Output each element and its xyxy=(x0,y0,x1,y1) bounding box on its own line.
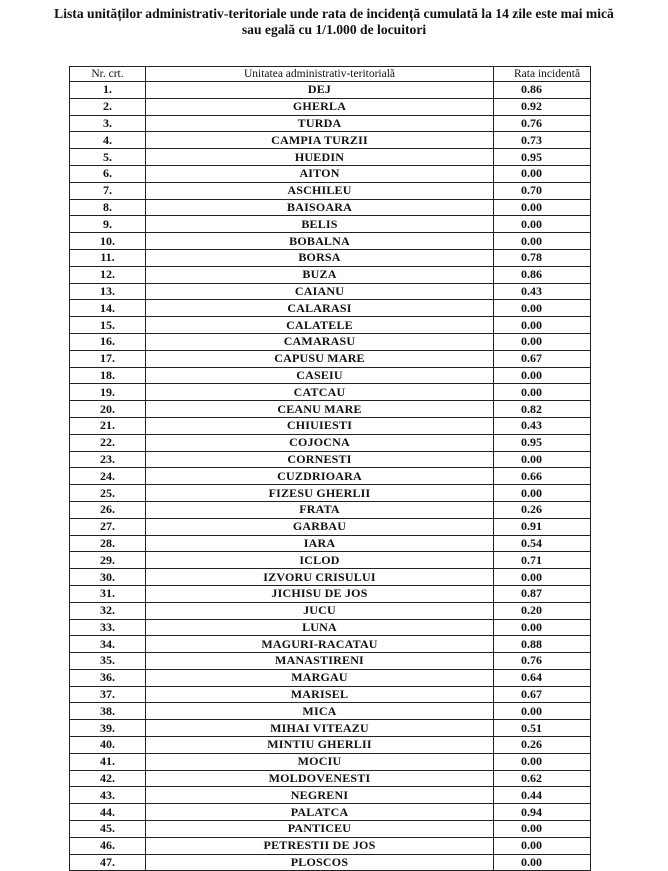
incidence-rate: 0.00 xyxy=(494,233,591,250)
row-number: 34. xyxy=(70,636,146,653)
row-number: 25. xyxy=(70,485,146,502)
table-row xyxy=(70,82,591,99)
unit-name: CAMARASU xyxy=(146,333,494,350)
row-number: 38. xyxy=(70,703,146,720)
unit-name: AITON xyxy=(146,165,494,182)
row-number: 37. xyxy=(70,686,146,703)
unit-name: CAIANU xyxy=(146,283,494,300)
incidence-rate: 0.70 xyxy=(494,182,591,199)
table-row xyxy=(70,686,591,703)
unit-name: CHIUIESTI xyxy=(146,417,494,434)
unit-name: CAMPIA TURZII xyxy=(146,132,494,149)
unit-name: MOCIU xyxy=(146,753,494,770)
table-row xyxy=(70,199,591,216)
incidence-rate: 0.86 xyxy=(494,266,591,283)
incidence-rate: 0.00 xyxy=(494,451,591,468)
table-row xyxy=(70,216,591,233)
incidence-rate: 0.78 xyxy=(494,249,591,266)
table-row xyxy=(70,821,591,838)
row-number: 46. xyxy=(70,837,146,854)
incidence-rate: 0.94 xyxy=(494,804,591,821)
title-line-1: Lista unităților administrativ-teritoriale unde rata de incidență cumulată la 14 zile este mai mică xyxy=(54,6,614,21)
row-number: 36. xyxy=(70,669,146,686)
unit-name: ICLOD xyxy=(146,552,494,569)
unit-name: GARBAU xyxy=(146,518,494,535)
row-number: 26. xyxy=(70,501,146,518)
row-number: 19. xyxy=(70,384,146,401)
table-row xyxy=(70,468,591,485)
incidence-rate: 0.51 xyxy=(494,720,591,737)
unit-name: IARA xyxy=(146,535,494,552)
row-number: 33. xyxy=(70,619,146,636)
unit-name: CATCAU xyxy=(146,384,494,401)
unit-name: CASEIU xyxy=(146,367,494,384)
table-row xyxy=(70,283,591,300)
incidence-rate: 0.00 xyxy=(494,165,591,182)
unit-name: BUZA xyxy=(146,266,494,283)
unit-name: CALATELE xyxy=(146,317,494,334)
table-row xyxy=(70,115,591,132)
table-row xyxy=(70,636,591,653)
table-row xyxy=(70,569,591,586)
table-row xyxy=(70,300,591,317)
table-body xyxy=(70,82,591,871)
incidence-rate: 0.26 xyxy=(494,737,591,754)
title-line-2: sau egală cu 1/1.000 de locuitori xyxy=(241,22,427,37)
header-nr-crt: Nr. crt. xyxy=(70,67,146,82)
incidence-rate: 0.91 xyxy=(494,518,591,535)
row-number: 41. xyxy=(70,753,146,770)
row-number: 5. xyxy=(70,149,146,166)
incidence-rate: 0.76 xyxy=(494,115,591,132)
table-row xyxy=(70,669,591,686)
table-row xyxy=(70,249,591,266)
incidence-rate: 0.67 xyxy=(494,350,591,367)
row-number: 6. xyxy=(70,165,146,182)
row-number: 44. xyxy=(70,804,146,821)
row-number: 39. xyxy=(70,720,146,737)
row-number: 28. xyxy=(70,535,146,552)
row-number: 3. xyxy=(70,115,146,132)
header-unit: Unitatea administrativ-teritorială xyxy=(146,67,494,82)
table-row xyxy=(70,619,591,636)
table-row xyxy=(70,518,591,535)
unit-name: BELIS xyxy=(146,216,494,233)
table-row xyxy=(70,737,591,754)
incidence-rate: 0.62 xyxy=(494,770,591,787)
incidence-rate: 0.26 xyxy=(494,501,591,518)
row-number: 42. xyxy=(70,770,146,787)
table-row xyxy=(70,501,591,518)
incidence-rate: 0.00 xyxy=(494,619,591,636)
table-row xyxy=(70,703,591,720)
unit-name: JICHISU DE JOS xyxy=(146,585,494,602)
row-number: 32. xyxy=(70,602,146,619)
table-header-row xyxy=(70,67,591,82)
incidence-rate: 0.44 xyxy=(494,787,591,804)
row-number: 4. xyxy=(70,132,146,149)
unit-name: PANTICEU xyxy=(146,821,494,838)
unit-name: MANASTIRENI xyxy=(146,653,494,670)
unit-name: NEGRENI xyxy=(146,787,494,804)
unit-name: PALATCA xyxy=(146,804,494,821)
unit-name: FRATA xyxy=(146,501,494,518)
row-number: 23. xyxy=(70,451,146,468)
row-number: 45. xyxy=(70,821,146,838)
unit-name: CAPUSU MARE xyxy=(146,350,494,367)
incidence-rate: 0.76 xyxy=(494,653,591,670)
incidence-rate: 0.43 xyxy=(494,417,591,434)
table-row xyxy=(70,98,591,115)
unit-name: HUEDIN xyxy=(146,149,494,166)
table-row xyxy=(70,787,591,804)
unit-name: GHERLA xyxy=(146,98,494,115)
unit-name: DEJ xyxy=(146,82,494,99)
row-number: 17. xyxy=(70,350,146,367)
table-row xyxy=(70,384,591,401)
incidence-rate: 0.00 xyxy=(494,703,591,720)
table-row xyxy=(70,165,591,182)
incidence-table xyxy=(69,66,591,871)
row-number: 18. xyxy=(70,367,146,384)
table-row xyxy=(70,552,591,569)
row-number: 30. xyxy=(70,569,146,586)
incidence-rate: 0.20 xyxy=(494,602,591,619)
unit-name: MAGURI-RACATAU xyxy=(146,636,494,653)
incidence-rate: 0.87 xyxy=(494,585,591,602)
incidence-rate: 0.00 xyxy=(494,821,591,838)
unit-name: LUNA xyxy=(146,619,494,636)
table-row xyxy=(70,233,591,250)
table-row xyxy=(70,266,591,283)
row-number: 16. xyxy=(70,333,146,350)
incidence-rate: 0.95 xyxy=(494,434,591,451)
unit-name: MARGAU xyxy=(146,669,494,686)
table-row xyxy=(70,417,591,434)
incidence-rate: 0.00 xyxy=(494,333,591,350)
incidence-rate: 0.00 xyxy=(494,199,591,216)
unit-name: MARISEL xyxy=(146,686,494,703)
table-row xyxy=(70,837,591,854)
row-number: 1. xyxy=(70,82,146,99)
row-number: 43. xyxy=(70,787,146,804)
table-row xyxy=(70,350,591,367)
table-row xyxy=(70,854,591,871)
table-row xyxy=(70,434,591,451)
unit-name: ASCHILEU xyxy=(146,182,494,199)
incidence-rate: 0.00 xyxy=(494,753,591,770)
incidence-rate: 0.00 xyxy=(494,485,591,502)
incidence-rate: 0.00 xyxy=(494,854,591,871)
row-number: 12. xyxy=(70,266,146,283)
unit-name: FIZESU GHERLII xyxy=(146,485,494,502)
incidence-rate: 0.88 xyxy=(494,636,591,653)
table-row xyxy=(70,602,591,619)
unit-name: PETRESTII DE JOS xyxy=(146,837,494,854)
unit-name: CUZDRIOARA xyxy=(146,468,494,485)
row-number: 13. xyxy=(70,283,146,300)
incidence-rate: 0.67 xyxy=(494,686,591,703)
table-row xyxy=(70,535,591,552)
incidence-rate: 0.00 xyxy=(494,300,591,317)
incidence-rate: 0.86 xyxy=(494,82,591,99)
unit-name: MICA xyxy=(146,703,494,720)
incidence-rate: 0.00 xyxy=(494,384,591,401)
incidence-rate: 0.66 xyxy=(494,468,591,485)
unit-name: BORSA xyxy=(146,249,494,266)
row-number: 47. xyxy=(70,854,146,871)
row-number: 7. xyxy=(70,182,146,199)
row-number: 10. xyxy=(70,233,146,250)
incidence-rate: 0.64 xyxy=(494,669,591,686)
unit-name: PLOSCOS xyxy=(146,854,494,871)
row-number: 31. xyxy=(70,585,146,602)
table-row xyxy=(70,770,591,787)
incidence-rate: 0.00 xyxy=(494,569,591,586)
row-number: 27. xyxy=(70,518,146,535)
incidence-rate: 0.54 xyxy=(494,535,591,552)
table-row xyxy=(70,132,591,149)
incidence-rate: 0.92 xyxy=(494,98,591,115)
table-row xyxy=(70,653,591,670)
unit-name: BAISOARA xyxy=(146,199,494,216)
row-number: 11. xyxy=(70,249,146,266)
incidence-rate: 0.00 xyxy=(494,837,591,854)
row-number: 29. xyxy=(70,552,146,569)
table-row xyxy=(70,367,591,384)
unit-name: IZVORU CRISULUI xyxy=(146,569,494,586)
table-row xyxy=(70,182,591,199)
document-title xyxy=(0,6,668,38)
incidence-rate: 0.00 xyxy=(494,317,591,334)
unit-name: JUCU xyxy=(146,602,494,619)
table-row xyxy=(70,317,591,334)
row-number: 15. xyxy=(70,317,146,334)
header-rate: Rata incidentă xyxy=(494,67,591,82)
row-number: 9. xyxy=(70,216,146,233)
unit-name: BOBALNA xyxy=(146,233,494,250)
table-row xyxy=(70,804,591,821)
row-number: 21. xyxy=(70,417,146,434)
table-row xyxy=(70,333,591,350)
row-number: 24. xyxy=(70,468,146,485)
table-row xyxy=(70,585,591,602)
unit-name: COJOCNA xyxy=(146,434,494,451)
table-row xyxy=(70,149,591,166)
incidence-rate: 0.43 xyxy=(494,283,591,300)
incidence-rate: 0.00 xyxy=(494,216,591,233)
row-number: 20. xyxy=(70,401,146,418)
row-number: 40. xyxy=(70,737,146,754)
unit-name: MIHAI VITEAZU xyxy=(146,720,494,737)
table-row xyxy=(70,451,591,468)
incidence-rate: 0.00 xyxy=(494,367,591,384)
table-row xyxy=(70,485,591,502)
incidence-rate: 0.95 xyxy=(494,149,591,166)
table-row xyxy=(70,753,591,770)
incidence-rate: 0.73 xyxy=(494,132,591,149)
row-number: 35. xyxy=(70,653,146,670)
incidence-rate: 0.71 xyxy=(494,552,591,569)
row-number: 22. xyxy=(70,434,146,451)
unit-name: CEANU MARE xyxy=(146,401,494,418)
unit-name: CALARASI xyxy=(146,300,494,317)
unit-name: CORNESTI xyxy=(146,451,494,468)
row-number: 14. xyxy=(70,300,146,317)
row-number: 2. xyxy=(70,98,146,115)
unit-name: MOLDOVENESTI xyxy=(146,770,494,787)
row-number: 8. xyxy=(70,199,146,216)
table-row xyxy=(70,401,591,418)
incidence-rate: 0.82 xyxy=(494,401,591,418)
unit-name: TURDA xyxy=(146,115,494,132)
unit-name: MINTIU GHERLII xyxy=(146,737,494,754)
table-row xyxy=(70,720,591,737)
